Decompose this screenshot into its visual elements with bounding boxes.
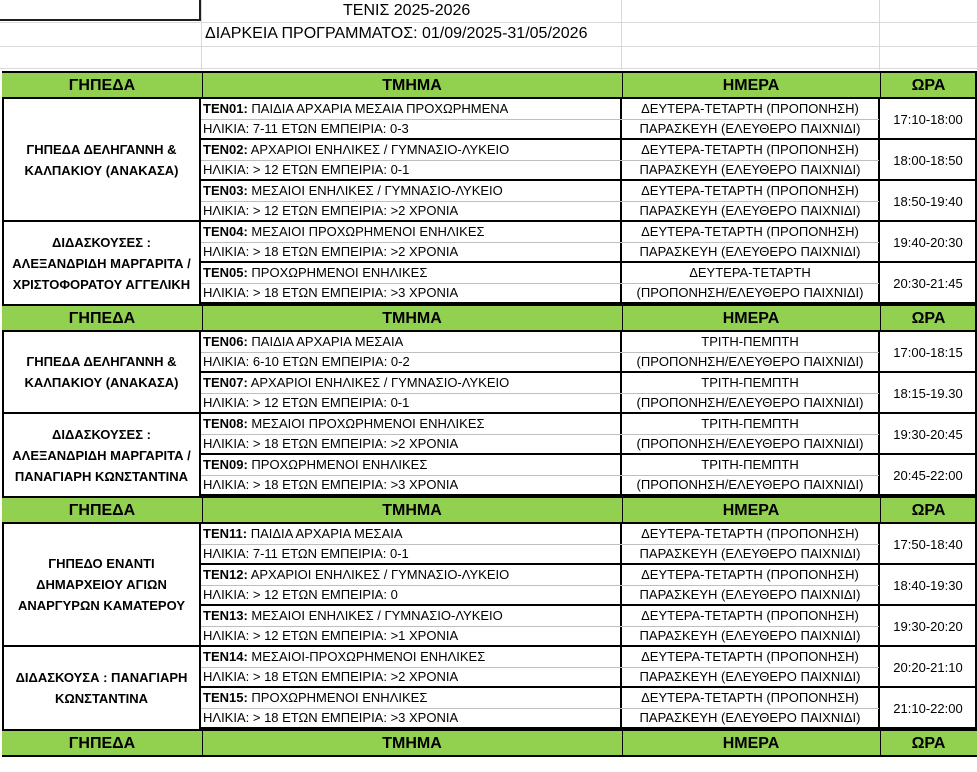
day-line-1: ΔΕΥΤΕΡΑ-ΤΕΤΑΡΤΗ (ΠΡΟΠΟΝΗΣΗ): [641, 142, 859, 157]
day-line-1: ΤΡΙΤΗ-ΠΕΜΠΤΗ: [701, 375, 799, 390]
day-line-1: ΔΕΥΤΕΡΑ-ΤΕΤΑΡΤΗ (ΠΡΟΠΟΝΗΣΗ): [641, 608, 859, 623]
section-code: ΤΕΝ15:: [203, 690, 248, 705]
table-row: [201, 222, 977, 263]
header-courts: ΓΗΠΕΔΑ: [2, 73, 203, 97]
section-age-experience: ΗΛΙΚΙΑ: 7-11 ΕΤΩΝ ΕΜΠΕΙΡΙΑ: 0-3: [203, 121, 409, 136]
row-midline: [201, 242, 879, 243]
section-description: ΠΑΙΔΙΑ ΑΡΧΑΡΙΑ ΜΕΣΑΙΑ: [247, 334, 404, 349]
table-row: [201, 524, 977, 565]
section-description: ΑΡΧΑΡΙΟΙ ΕΝΗΛΙΚΕΣ / ΓΥΜΝΑΣΙΟ-ΛΥΚΕΙΟ: [247, 375, 510, 390]
row-midline: [201, 708, 879, 709]
section-description: ΠΡΟΧΩΡΗΜΕΝΟΙ ΕΝΗΛΙΚΕΣ: [247, 457, 428, 472]
section-description: ΜΕΣΑΙΟΙ ΠΡΟΧΩΡΗΜΕΝΟΙ ΕΝΗΛΙΚΕΣ: [247, 224, 485, 239]
section-description: ΠΑΙΔΙΑ ΑΡΧΑΡΙΑ ΜΕΣΑΙΑ: [247, 526, 403, 541]
row-midline: [201, 201, 879, 202]
section-code: ΤΕΝ13:: [203, 608, 248, 623]
time-cell: 20:20-21:10: [893, 660, 963, 675]
day-line-1: ΔΕΥΤΕΡΑ-ΤΕΤΑΡΤΗ: [689, 265, 811, 280]
day-line-1: ΤΡΙΤΗ-ΠΕΜΠΤΗ: [701, 457, 799, 472]
section-age-experience: ΗΛΙΚΙΑ: > 12 ΕΤΩΝ ΕΜΠΕΙΡΙΑ: 0-1: [203, 395, 410, 410]
sheet-title: ΤΕΝΙΣ 2025-2026: [343, 2, 471, 19]
header-courts: ΓΗΠΕΔΑ: [2, 731, 203, 755]
time-cell: 20:45-22:00: [893, 468, 963, 483]
section-code: ΤΕΝ04:: [203, 224, 248, 239]
gridline: [879, 0, 880, 70]
day-line-2: (ΠΡΟΠΟΝΗΣΗ/ΕΛΕΥΘΕΡΟ ΠΑΙΧΝΙΔΙ): [636, 436, 864, 451]
section-description: ΠΑΙΔΙΑ ΑΡΧΑΡΙΑ ΜΕΣΑΙΑ ΠΡΟΧΩΡΗΜΕΝΑ: [247, 101, 509, 116]
header-time: ΩΡΑ: [911, 735, 946, 752]
section-code: ΤΕΝ08:: [203, 416, 248, 431]
table-row: [201, 455, 977, 496]
section-age-experience: ΗΛΙΚΙΑ: > 12 ΕΤΩΝ ΕΜΠΕΙΡΙΑ: >1 ΧΡΟΝΙΑ: [203, 628, 459, 643]
day-line-2: ΠΑΡΑΣΚΕΥΗ (ΕΛΕΥΘΕΡΟ ΠΑΙΧΝΙΔΙ): [639, 121, 861, 136]
instructors-cell: ΔΙΔΑΣΚΟΥΣΕΣ : ΑΛΕΞΑΝΔΡΙΔΗ ΜΑΡΓΑΡΙΤΑ / ΧΡΙΣΤΟΦΟΡΑΤΟΥ ΑΓΓΕΛΙΚΗ: [2, 222, 201, 304]
time-cell: 17:10-18:00: [893, 112, 963, 127]
section-age-experience: ΗΛΙΚΙΑ: > 18 ΕΤΩΝ ΕΜΠΕΙΡΙΑ: >3 ΧΡΟΝΙΑ: [203, 285, 459, 300]
table-row: [201, 373, 977, 414]
row-midline: [201, 119, 879, 120]
court-name-cell: ΓΗΠΕΔΟ ΕΝΑΝΤΙ ΔΗΜΑΡΧΕΙΟΥ ΑΓΙΩΝ ΑΝΑΡΓΥΡΩΝ ΚΑΜΑΤΕΡΟΥ: [2, 524, 201, 647]
row-midline: [201, 393, 879, 394]
row-midline: [201, 160, 879, 161]
table-row: [201, 565, 977, 606]
row-midline: [201, 475, 879, 476]
day-line-2: (ΠΡΟΠΟΝΗΣΗ/ΕΛΕΥΘΕΡΟ ΠΑΙΧΝΙΔΙ): [636, 285, 864, 300]
section-code: ΤΕΝ05:: [203, 265, 248, 280]
day-line-2: ΠΑΡΑΣΚΕΥΗ (ΕΛΕΥΘΕΡΟ ΠΑΙΧΝΙΔΙ): [639, 203, 861, 218]
header-day: ΗΜΕΡΑ: [622, 73, 881, 97]
day-line-2: ΠΑΡΑΣΚΕΥΗ (ΕΛΕΥΘΕΡΟ ΠΑΙΧΝΙΔΙ): [639, 546, 861, 561]
instructors-cell: ΔΙΔΑΣΚΟΥΣΕΣ : ΑΛΕΞΑΝΔΡΙΔΗ ΜΑΡΓΑΡΙΤΑ / ΠΑΝΑΓΙΑΡΗ ΚΩΝΣΤΑΝΤΙΝΑ: [2, 414, 201, 496]
header-courts: ΓΗΠΕΔΑ: [2, 498, 203, 522]
day-line-2: (ΠΡΟΠΟΝΗΣΗ/ΕΛΕΥΘΕΡΟ ΠΑΙΧΝΙΔΙ): [636, 477, 864, 492]
section-age-experience: ΗΛΙΚΙΑ: 6-10 ΕΤΩΝ ΕΜΠΕΙΡΙΑ: 0-2: [203, 354, 410, 369]
table-row: [201, 688, 977, 729]
time-cell: 18:15-19.30: [893, 386, 963, 401]
section-code: ΤΕΝ12:: [203, 567, 248, 582]
header-day: ΗΜΕΡΑ: [622, 306, 881, 330]
day-line-2: (ΠΡΟΠΟΝΗΣΗ/ΕΛΕΥΘΕΡΟ ΠΑΙΧΝΙΔΙ): [636, 395, 864, 410]
section-age-experience: ΗΛΙΚΙΑ: > 12 ΕΤΩΝ ΕΜΠΕΙΡΙΑ: >2 ΧΡΟΝΙΑ: [203, 203, 459, 218]
section-description: ΜΕΣΑΙΟΙ ΕΝΗΛΙΚΕΣ / ΓΥΜΝΑΣΙΟ-ΛΥΚΕΙΟ: [247, 183, 503, 198]
table-row: [201, 263, 977, 304]
section-code: ΤΕΝ02:: [203, 142, 248, 157]
gridline: [0, 68, 977, 69]
day-line-1: ΔΕΥΤΕΡΑ-ΤΕΤΑΡΤΗ (ΠΡΟΠΟΝΗΣΗ): [641, 526, 859, 541]
row-midline: [201, 544, 879, 545]
section-age-experience: ΗΛΙΚΙΑ: > 12 ΕΤΩΝ ΕΜΠΕΙΡΙΑ: 0-1: [203, 162, 410, 177]
header-time: ΩΡΑ: [911, 502, 946, 519]
header-section: ΤΜΗΜΑ: [202, 498, 623, 522]
time-cell: 17:50-18:40: [893, 537, 963, 552]
section-age-experience: ΗΛΙΚΙΑ: > 18 ΕΤΩΝ ΕΜΠΕΙΡΙΑ: >3 ΧΡΟΝΙΑ: [203, 477, 459, 492]
day-line-2: (ΠΡΟΠΟΝΗΣΗ/ΕΛΕΥΘΕΡΟ ΠΑΙΧΝΙΔΙ): [636, 354, 864, 369]
instructors-cell: ΔΙΔΑΣΚΟΥΣΑ : ΠΑΝΑΓΙΑΡΗ ΚΩΝΣΤΑΝΤΙΝΑ: [2, 647, 201, 729]
program-duration: ΔΙΑΡΚΕΙΑ ΠΡΟΓΡΑΜΜΑΤΟΣ: 01/09/2025-31/05/2026: [205, 25, 588, 42]
section-description: ΠΡΟΧΩΡΗΜΕΝΟΙ ΕΝΗΛΙΚΕΣ: [247, 265, 428, 280]
selected-cell[interactable]: [0, 0, 201, 21]
section-code: ΤΕΝ06:: [203, 334, 248, 349]
section-description: ΑΡΧΑΡΙΟΙ ΕΝΗΛΙΚΕΣ / ΓΥΜΝΑΣΙΟ-ΛΥΚΕΙΟ: [247, 567, 510, 582]
row-midline: [201, 352, 879, 353]
court-name-cell: ΓΗΠΕΔΑ ΔΕΛΗΓΑΝΝΗ & ΚΑΛΠΑΚΙΟΥ (ΑΝΑΚΑΣΑ): [2, 332, 201, 414]
time-cell: 21:10-22:00: [893, 701, 963, 716]
gridline: [0, 46, 977, 47]
day-line-2: ΠΑΡΑΣΚΕΥΗ (ΕΛΕΥΘΕΡΟ ΠΑΙΧΝΙΔΙ): [639, 669, 861, 684]
day-line-1: ΔΕΥΤΕΡΑ-ΤΕΤΑΡΤΗ (ΠΡΟΠΟΝΗΣΗ): [641, 567, 859, 582]
time-cell: 19:30-20:45: [893, 427, 963, 442]
header-day: ΗΜΕΡΑ: [622, 498, 881, 522]
day-line-2: ΠΑΡΑΣΚΕΥΗ (ΕΛΕΥΘΕΡΟ ΠΑΙΧΝΙΔΙ): [639, 628, 861, 643]
table-row: [201, 99, 977, 140]
section-age-experience: ΗΛΙΚΙΑ: > 18 ΕΤΩΝ ΕΜΠΕΙΡΙΑ: >3 ΧΡΟΝΙΑ: [203, 710, 459, 725]
table-row: [201, 606, 977, 647]
time-cell: 17:00-18:15: [893, 345, 963, 360]
section-age-experience: ΗΛΙΚΙΑ: > 18 ΕΤΩΝ ΕΜΠΕΙΡΙΑ: >2 ΧΡΟΝΙΑ: [203, 669, 459, 684]
row-midline: [201, 434, 879, 435]
time-cell: 18:50-19:40: [893, 194, 963, 209]
section-age-experience: ΗΛΙΚΙΑ: > 18 ΕΤΩΝ ΕΜΠΕΙΡΙΑ: >2 ΧΡΟΝΙΑ: [203, 436, 459, 451]
gridline: [621, 0, 622, 70]
table-row: [201, 140, 977, 181]
row-midline: [201, 585, 879, 586]
time-cell: 20:30-21:45: [893, 276, 963, 291]
row-midline: [201, 626, 879, 627]
section-age-experience: ΗΛΙΚΙΑ: 7-11 ΕΤΩΝ ΕΜΠΕΙΡΙΑ: 0-1: [203, 546, 409, 561]
header-row-footer: [2, 729, 977, 757]
header-section: ΤΜΗΜΑ: [202, 306, 623, 330]
section-code: ΤΕΝ03:: [203, 183, 248, 198]
row-midline: [201, 667, 879, 668]
row-midline: [201, 283, 879, 284]
day-line-2: ΠΑΡΑΣΚΕΥΗ (ΕΛΕΥΘΕΡΟ ΠΑΙΧΝΙΔΙ): [639, 710, 861, 725]
day-line-2: ΠΑΡΑΣΚΕΥΗ (ΕΛΕΥΘΕΡΟ ΠΑΙΧΝΙΔΙ): [639, 587, 861, 602]
section-description: ΠΡΟΧΩΡΗΜΕΝΟΙ ΕΝΗΛΙΚΕΣ: [247, 690, 428, 705]
day-line-1: ΔΕΥΤΕΡΑ-ΤΕΤΑΡΤΗ (ΠΡΟΠΟΝΗΣΗ): [641, 690, 859, 705]
day-line-1: ΔΕΥΤΕΡΑ-ΤΕΤΑΡΤΗ (ΠΡΟΠΟΝΗΣΗ): [641, 649, 859, 664]
day-line-1: ΔΕΥΤΕΡΑ-ΤΕΤΑΡΤΗ (ΠΡΟΠΟΝΗΣΗ): [641, 101, 859, 116]
section-description: ΜΕΣΑΙΟΙ-ΠΡΟΧΩΡΗΜΕΝΟΙ ΕΝΗΛΙΚΕΣ: [247, 649, 486, 664]
header-time: ΩΡΑ: [911, 310, 946, 327]
time-cell: 18:00-18:50: [893, 153, 963, 168]
table-row: [201, 332, 977, 373]
court-name-cell: ΓΗΠΕΔΑ ΔΕΛΗΓΑΝΝΗ & ΚΑΛΠΑΚΙΟΥ (ΑΝΑΚΑΣΑ): [2, 99, 201, 222]
header-row: [2, 71, 977, 99]
day-line-1: ΔΕΥΤΕΡΑ-ΤΕΤΑΡΤΗ (ΠΡΟΠΟΝΗΣΗ): [641, 224, 859, 239]
day-line-1: ΤΡΙΤΗ-ΠΕΜΠΤΗ: [701, 416, 799, 431]
section-code: ΤΕΝ09:: [203, 457, 248, 472]
section-code: ΤΕΝ14:: [203, 649, 248, 664]
time-cell: 19:30-20:20: [893, 619, 963, 634]
gridline: [201, 0, 202, 70]
header-time: ΩΡΑ: [911, 77, 946, 94]
table-row: [201, 181, 977, 222]
header-section: ΤΜΗΜΑ: [202, 731, 623, 755]
time-cell: 19:40-20:30: [893, 235, 963, 250]
section-code: ΤΕΝ01:: [203, 101, 248, 116]
day-line-1: ΤΡΙΤΗ-ΠΕΜΠΤΗ: [701, 334, 799, 349]
time-cell: 18:40-19:30: [893, 578, 963, 593]
day-line-2: ΠΑΡΑΣΚΕΥΗ (ΕΛΕΥΘΕΡΟ ΠΑΙΧΝΙΔΙ): [639, 162, 861, 177]
section-age-experience: ΗΛΙΚΙΑ: > 18 ΕΤΩΝ ΕΜΠΕΙΡΙΑ: >2 ΧΡΟΝΙΑ: [203, 244, 459, 259]
header-section: ΤΜΗΜΑ: [202, 73, 623, 97]
day-line-2: ΠΑΡΑΣΚΕΥΗ (ΕΛΕΥΘΕΡΟ ΠΑΙΧΝΙΔΙ): [639, 244, 861, 259]
day-line-1: ΔΕΥΤΕΡΑ-ΤΕΤΑΡΤΗ (ΠΡΟΠΟΝΗΣΗ): [641, 183, 859, 198]
section-code: ΤΕΝ11:: [203, 526, 248, 541]
header-day: ΗΜΕΡΑ: [622, 731, 881, 755]
header-courts: ΓΗΠΕΔΑ: [2, 306, 203, 330]
section-age-experience: ΗΛΙΚΙΑ: > 12 ΕΤΩΝ ΕΜΠΕΙΡΙΑ: 0: [203, 587, 398, 602]
section-description: ΑΡΧΑΡΙΟΙ ΕΝΗΛΙΚΕΣ / ΓΥΜΝΑΣΙΟ-ΛΥΚΕΙΟ: [247, 142, 510, 157]
header-row: [2, 496, 977, 524]
section-description: ΜΕΣΑΙΟΙ ΠΡΟΧΩΡΗΜΕΝΟΙ ΕΝΗΛΙΚΕΣ: [247, 416, 485, 431]
table-row: [201, 414, 977, 455]
section-code: ΤΕΝ07:: [203, 375, 248, 390]
section-description: ΜΕΣΑΙΟΙ ΕΝΗΛΙΚΕΣ / ΓΥΜΝΑΣΙΟ-ΛΥΚΕΙΟ: [247, 608, 503, 623]
header-row: [2, 304, 977, 332]
table-row: [201, 647, 977, 688]
gridline: [0, 22, 977, 23]
